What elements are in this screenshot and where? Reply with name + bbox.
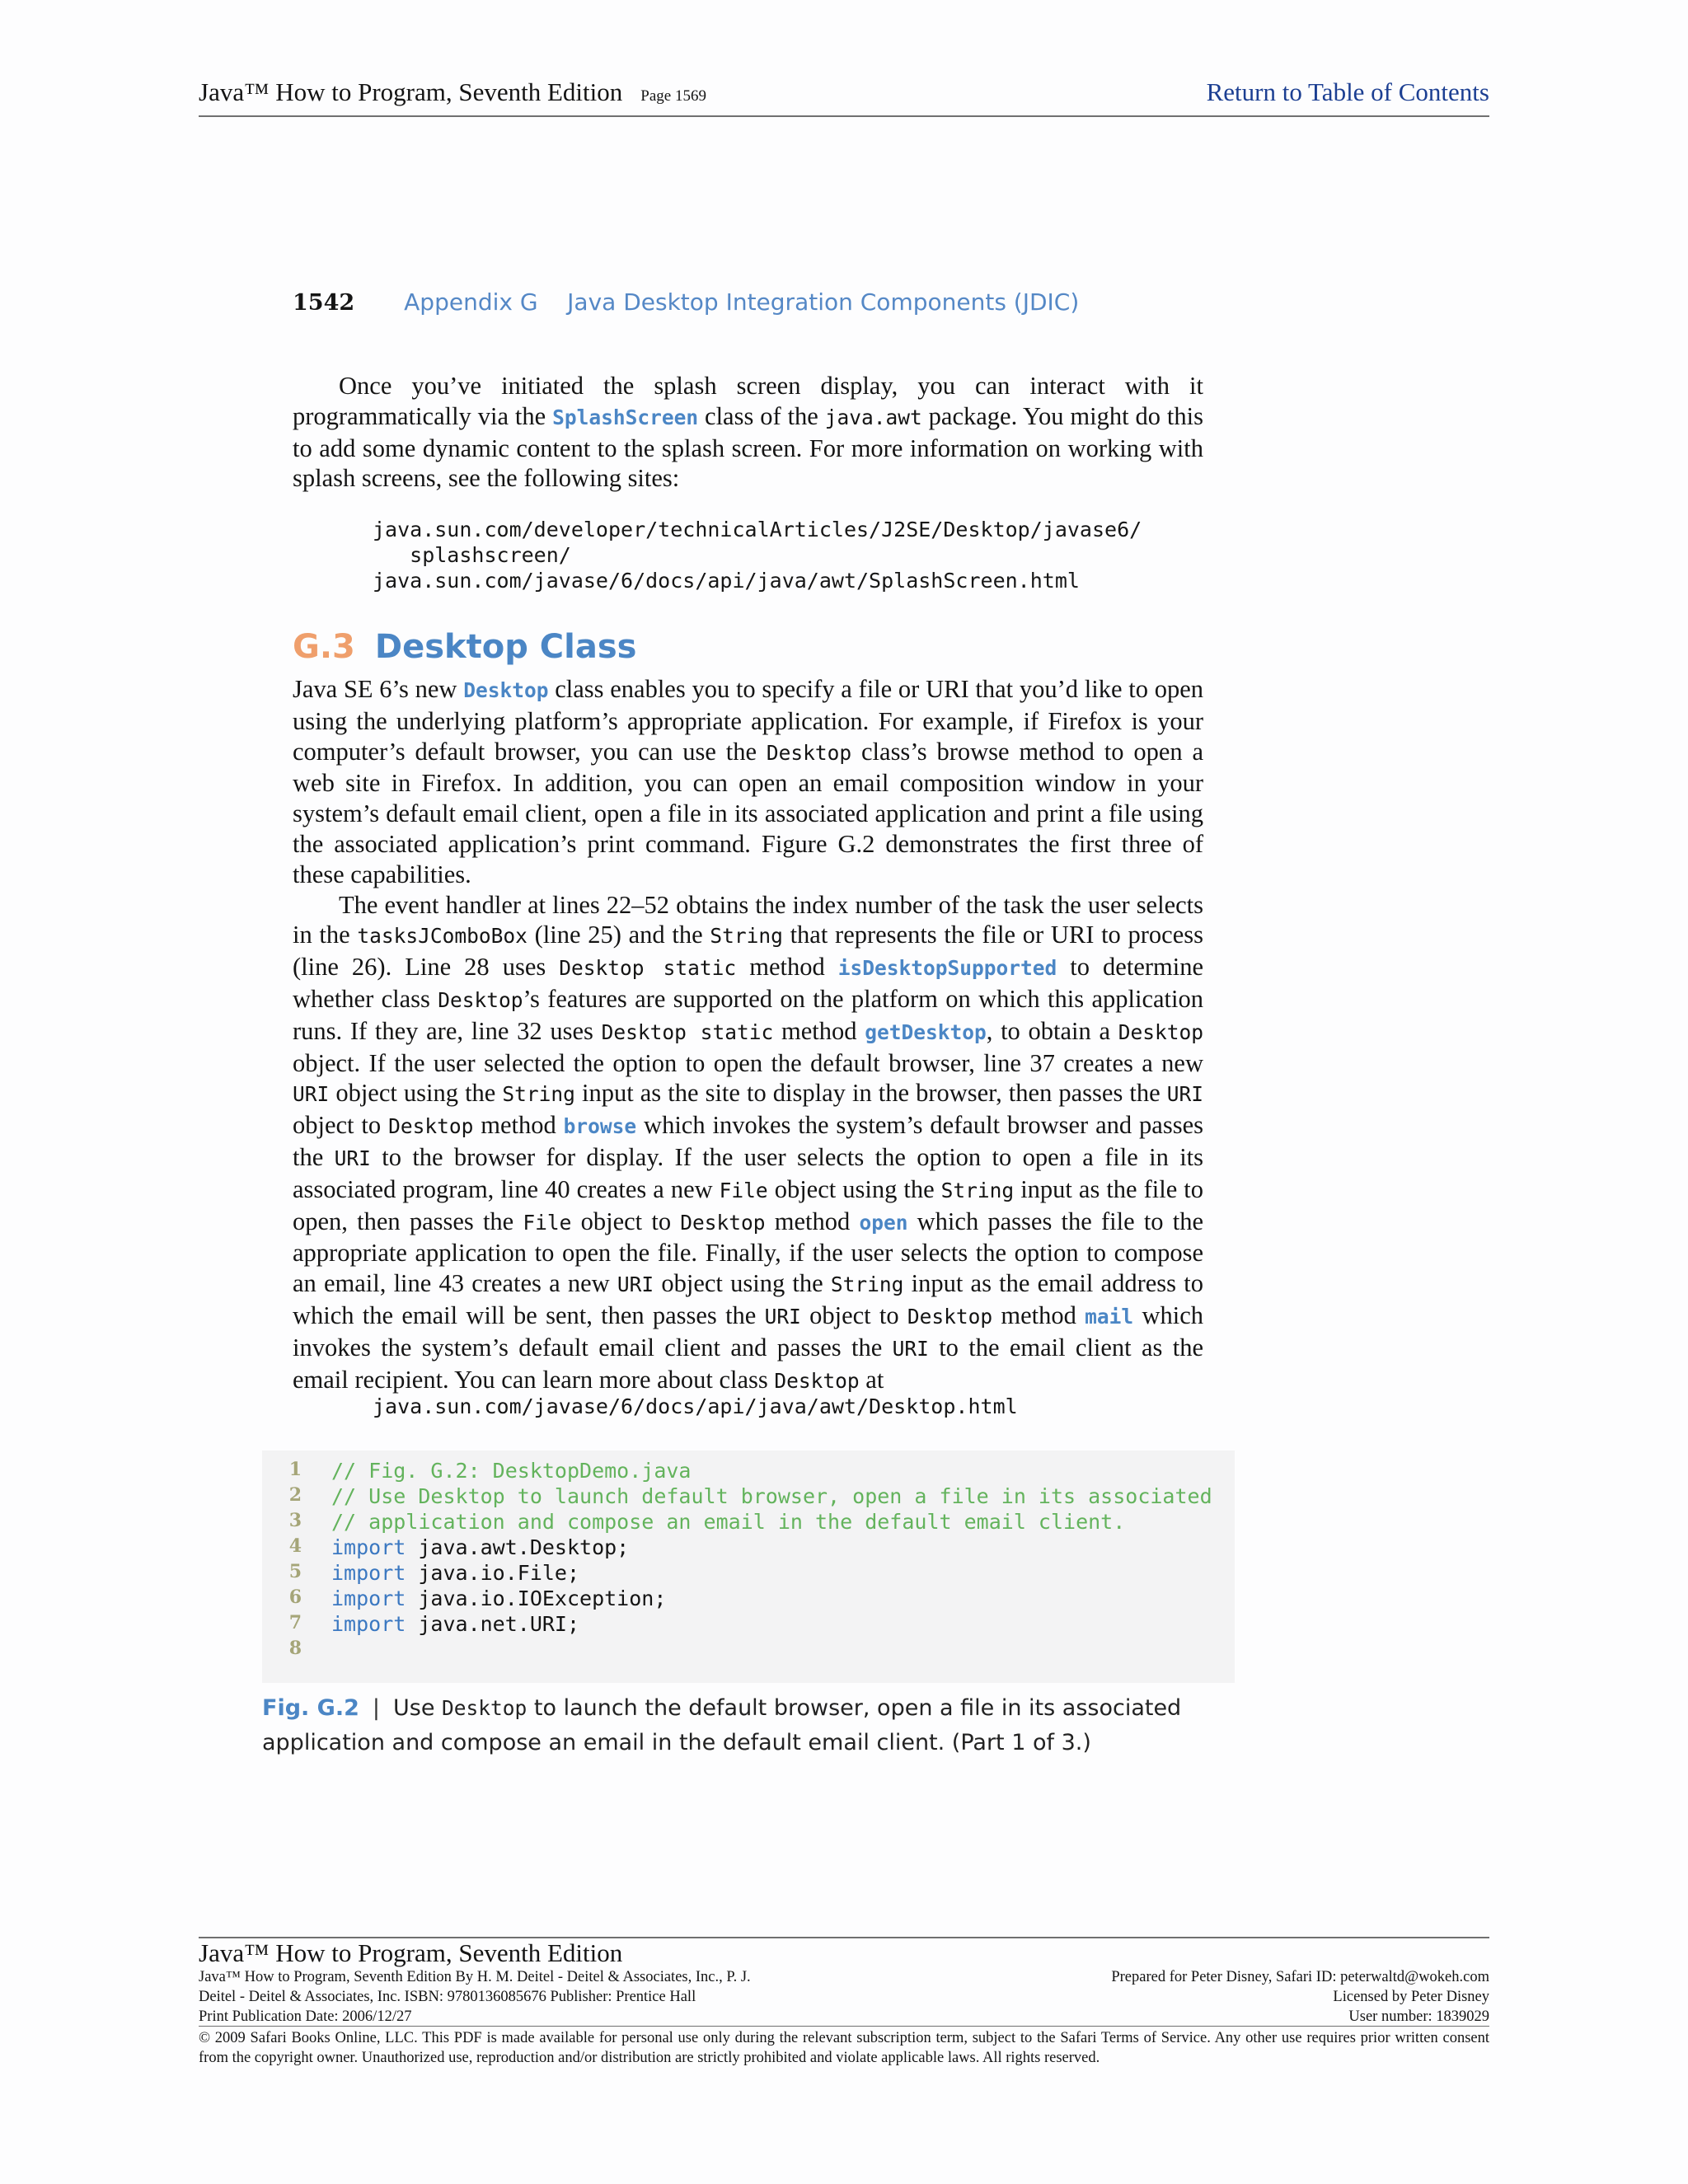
code-text: java.io.File; bbox=[406, 1561, 580, 1585]
text-run: object using the bbox=[767, 1174, 941, 1203]
line-number: 1 bbox=[288, 1459, 302, 1480]
code-term: Desktop bbox=[463, 678, 549, 702]
section-number: G.3 bbox=[293, 628, 355, 666]
code-term: SplashScreen bbox=[552, 405, 699, 429]
footer-line: Deitel - Deitel & Associates, Inc. ISBN: 9780136085676 Publisher: Prentice Hall bbox=[199, 1989, 696, 2005]
code-term: open bbox=[859, 1210, 908, 1235]
code-term: URI bbox=[1166, 1082, 1203, 1107]
line-number: 4 bbox=[288, 1535, 302, 1557]
text-run: input as the email address to which the email will be sent, then passes the bbox=[293, 1269, 1203, 1329]
paragraph bbox=[293, 890, 1203, 1397]
code-term: URI bbox=[334, 1146, 371, 1170]
code-term: isDesktopSupported bbox=[837, 956, 1057, 981]
caption-separator: | bbox=[372, 1695, 380, 1721]
code-comment: // application and compose an email in the default email client. bbox=[331, 1510, 1126, 1534]
line-number: 2 bbox=[288, 1484, 302, 1506]
line-number: 7 bbox=[288, 1612, 302, 1633]
footer-line: Java™ How to Program, Seventh Edition By H. M. Deitel - Deitel & Associates, Inc., P. J. bbox=[199, 1969, 751, 1985]
header-divider bbox=[199, 115, 1489, 117]
text-run: class enables you to specify a file or URI that you’d like to open using the underlying platform’s appropriate application. For example, if Firefox is your computer’s default browser, you can use the bbox=[293, 675, 1203, 766]
code-text: java.awt.Desktop; bbox=[406, 1535, 630, 1559]
text-run: which passes the file to the appropriate application to open the file. Finally, if the user selects the option to compose an email, line 43 creates a new bbox=[293, 1207, 1203, 1298]
text-run: method bbox=[992, 1301, 1085, 1329]
text-run: to the email client as the email recipient. You can learn more about class bbox=[293, 1333, 1203, 1394]
footer-publication-info bbox=[199, 1967, 751, 2027]
text-run: object to bbox=[571, 1207, 681, 1235]
line-number: 6 bbox=[288, 1586, 302, 1608]
code-term: Desktop bbox=[442, 1696, 528, 1720]
line-number: 3 bbox=[288, 1510, 302, 1531]
code-term: String bbox=[830, 1272, 904, 1297]
code-term: String bbox=[502, 1082, 575, 1107]
code-term: URI bbox=[892, 1336, 929, 1361]
code-text: java.io.IOException; bbox=[406, 1586, 667, 1610]
line-number: 8 bbox=[288, 1638, 302, 1659]
code-term: Desktop bbox=[774, 1368, 860, 1393]
text-run: to determine whether class bbox=[293, 953, 1203, 1013]
text-run: object. If the user selected the option to open the default browser, line 37 creates a new bbox=[293, 1048, 1203, 1077]
intro-paragraph bbox=[293, 371, 1203, 494]
text-run: object using the bbox=[329, 1079, 503, 1108]
code-term: File bbox=[523, 1210, 572, 1235]
code-keyword: import bbox=[331, 1586, 406, 1610]
copyright-notice: © 2009 Safari Books Online, LLC. This PDF is made available for personal use only during the relevant subscription term, subject to the Safari Terms of Service. Any other use requires prior written consent from the copyright owner. Unauthorized use, reproduction and/or distribution are strictly prohibited and violate applicable laws. All rights reserved. bbox=[199, 2030, 1489, 2066]
code-term: Desktop bbox=[1118, 1019, 1203, 1044]
text-run: object to bbox=[293, 1111, 389, 1140]
footer-license-info bbox=[1111, 1967, 1489, 2027]
code-term: Desktop bbox=[438, 987, 523, 1012]
running-head bbox=[293, 288, 1079, 316]
code-term: URI bbox=[293, 1082, 330, 1107]
figure-caption bbox=[262, 1691, 1235, 1760]
footer-line: Prepared for Peter Disney, Safari ID: peterwaltd@wokeh.com bbox=[1111, 1969, 1489, 1985]
code-term: Desktop bbox=[680, 1210, 766, 1235]
running-head-title: Appendix G Java Desktop Integration Components (JDIC) bbox=[404, 288, 1080, 316]
text-run: to the browser for display. If the user selects the option to open a file in its associated program, line 40 creates a new bbox=[293, 1142, 1204, 1203]
line-number: 5 bbox=[288, 1561, 302, 1582]
code-comment: // Use Desktop to launch default browser, open a file in its associated bbox=[331, 1484, 1212, 1508]
code-keyword: import bbox=[331, 1561, 406, 1585]
paragraph bbox=[293, 674, 1203, 890]
text-run: ’s features are supported on the platform on which this application runs. If they are, line 32 uses bbox=[293, 984, 1203, 1045]
text-run: method bbox=[473, 1111, 564, 1140]
code-term: Desktop bbox=[766, 740, 852, 765]
text-run: input as the file to open, then passes the bbox=[293, 1174, 1204, 1235]
text-run: at bbox=[859, 1365, 884, 1394]
text-run: object to bbox=[800, 1301, 907, 1329]
text-run: class’s browse method to open a web site in Firefox. In addition, you can open an email composition window in your system’s default email client, open a file in its associated application and print a file using the associated application’s print command. Figure G.2 demonstrates the first three of these capabilities. bbox=[293, 737, 1203, 888]
code-term: Desktop static bbox=[601, 1019, 774, 1044]
text-run: package. You might do this to add some dynamic content to the splash screen. For more information on working with splash screens, see the following sites: bbox=[293, 401, 1203, 493]
code-term: browse bbox=[563, 1114, 637, 1139]
code-term: String bbox=[710, 924, 783, 949]
code-term: File bbox=[719, 1178, 768, 1202]
footer-line: Licensed by Peter Disney bbox=[1333, 1989, 1489, 2005]
section-title: Desktop Class bbox=[374, 628, 637, 666]
text-run: class of the bbox=[698, 401, 825, 430]
text-run: which invokes the system’s default browser and passes the bbox=[293, 1111, 1203, 1171]
code-term: String bbox=[940, 1178, 1015, 1202]
text-run: input as the site to display in the browser, then passes the bbox=[574, 1079, 1167, 1108]
text-run: Java SE 6’s new bbox=[293, 675, 464, 703]
code-term: Desktop bbox=[388, 1114, 474, 1139]
code-comment: // Fig. G.2: DesktopDemo.java bbox=[331, 1459, 692, 1483]
code-text: java.net.URI; bbox=[406, 1612, 580, 1636]
text-run: that represents the file or URI to process (line 26). Line 28 uses bbox=[293, 921, 1203, 982]
text-run: Once you’ve initiated the splash screen display, you can interact with it programmatically via the bbox=[293, 372, 1203, 430]
text-run: method bbox=[765, 1207, 860, 1235]
footer-divider bbox=[199, 2026, 1489, 2027]
text-run: , to obtain a bbox=[986, 1016, 1118, 1045]
text-run: Use bbox=[393, 1695, 443, 1721]
text-run: to launch the default browser, open a file in its associated application and compose an email in the default email client. (Part 1 of 3.) bbox=[262, 1695, 1182, 1755]
text-run: method bbox=[736, 953, 838, 982]
text-run: (line 25) and the bbox=[527, 921, 710, 949]
splash-screen-urls: java.sun.com/developer/technicalArticles/J2SE/Desktop/javase6/ splashscreen/ java.sun.com/javase/6/docs/api/java/awt/SplashScreen.html bbox=[373, 518, 1142, 593]
code-term: mail bbox=[1085, 1304, 1134, 1329]
code-term: java.awt bbox=[824, 405, 922, 429]
footer-line: User number: 1839029 bbox=[1348, 2008, 1489, 2025]
code-listing bbox=[262, 1451, 1235, 1683]
desktop-class-text bbox=[293, 674, 1203, 1396]
return-to-toc-link[interactable]: Return to Table of Contents bbox=[1206, 77, 1489, 106]
desktop-doc-url: java.sun.com/javase/6/docs/api/java/awt/Desktop.html bbox=[373, 1394, 1018, 1418]
text-run: which invokes the system’s default email client and passes the bbox=[293, 1301, 1203, 1361]
code-term: URI bbox=[617, 1272, 654, 1297]
code-term: getDesktop bbox=[865, 1019, 987, 1044]
code-term: tasksJComboBox bbox=[357, 924, 528, 949]
code-term: Desktop bbox=[907, 1304, 993, 1329]
footer-line: Print Publication Date: 2006/12/27 bbox=[199, 2008, 412, 2025]
code-keyword: import bbox=[331, 1612, 406, 1636]
section-heading bbox=[293, 628, 636, 666]
text-run: method bbox=[773, 1016, 865, 1045]
code-keyword: import bbox=[331, 1535, 406, 1559]
header-page-number: Page 1569 bbox=[640, 87, 706, 105]
code-term: Desktop static bbox=[559, 956, 737, 981]
figure-label: Fig. G.2 bbox=[262, 1695, 359, 1721]
code-term: URI bbox=[764, 1304, 801, 1329]
book-page-number: 1542 bbox=[293, 290, 355, 316]
footer-book-title: Java™ How to Program, Seventh Edition bbox=[199, 1938, 623, 1967]
text-run: The event handler at lines 22–52 obtains the index number of the task the user selects in the bbox=[293, 890, 1203, 949]
header-title-text: Java™ How to Program, Seventh Edition bbox=[199, 77, 623, 106]
text-run: object using the bbox=[654, 1269, 831, 1298]
header-book-title bbox=[199, 77, 706, 107]
